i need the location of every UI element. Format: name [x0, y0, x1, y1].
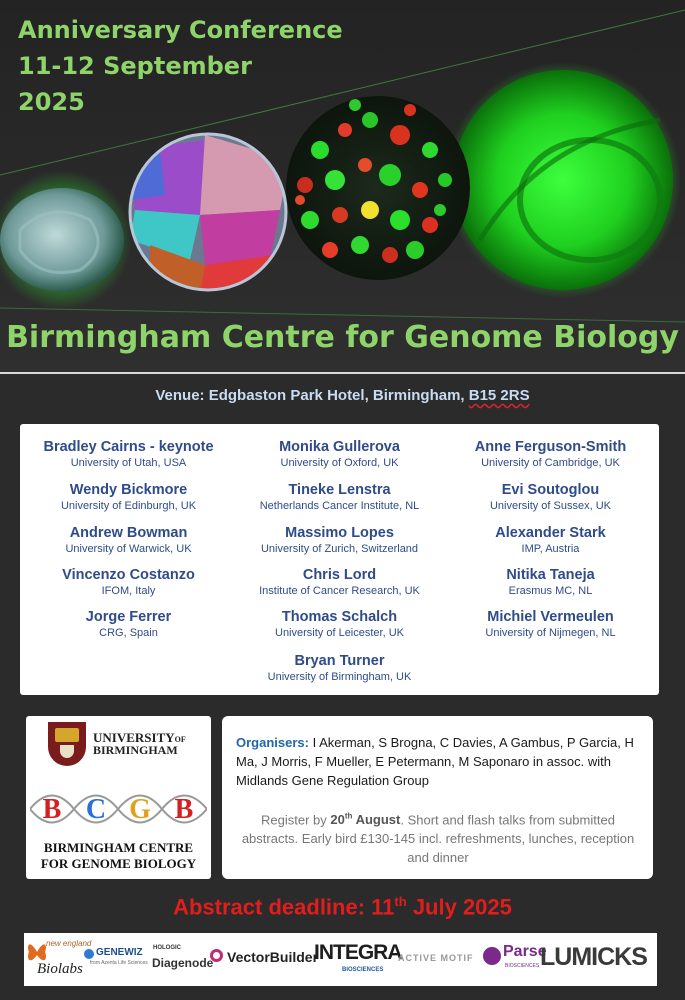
vectorbuilder-icon [210, 949, 223, 962]
speaker-affiliation: University of Nijmegen, NL [485, 627, 616, 639]
neb-logo: Biolabs [37, 961, 83, 977]
speaker-affiliation: University of Leicester, UK [275, 627, 404, 639]
speaker-entry [233, 609, 446, 640]
bcgb-logo [30, 782, 207, 836]
speaker-name: Nitika Taneja [506, 567, 595, 583]
deadline-suffix: th [394, 894, 407, 909]
deadline-date: July 2025 [406, 894, 512, 920]
parse-sub: BIOSCIENCES [505, 963, 540, 969]
speaker-entry [22, 525, 235, 556]
speaker-affiliation: University of Utah, USA [70, 457, 187, 469]
speaker-affiliation: CRG, Spain [99, 627, 158, 639]
speaker-entry [233, 567, 446, 598]
speaker-entry [233, 482, 446, 513]
speaker-name: Bradley Cairns - keynote [43, 439, 214, 455]
speaker-affiliation: University of Sussex, UK [489, 500, 612, 512]
bcgb-letter: B [174, 794, 194, 825]
speaker-entry [233, 439, 446, 470]
speaker-affiliation: University of Oxford, UK [280, 457, 399, 469]
speaker-entry [444, 609, 657, 640]
lumicks-logo: LUMICKS [540, 943, 647, 971]
speaker-affiliation: University of Warwick, UK [65, 543, 192, 555]
organisers [236, 733, 644, 790]
registration-details: . Short and flash talks from submitted abstracts. Early bird £130-145 incl. refreshments, lunches, reception and dinner [241, 812, 635, 866]
venue-text: Venue: Edgbaston Park Hotel, Birmingham, [155, 387, 469, 404]
university-name-line2: BIRMINGHAM [93, 743, 178, 757]
speaker-entry [444, 482, 657, 513]
centre-name: Birmingham Centre for Genome Biology [6, 320, 679, 355]
university-logo [48, 722, 198, 768]
speaker-affiliation: University of Zurich, Switzerland [260, 543, 419, 555]
speaker-name: Vincenzo Costanzo [62, 567, 195, 583]
speaker-name: Anne Ferguson-Smith [474, 439, 627, 455]
speaker-affiliation: Erasmus MC, NL [508, 585, 593, 597]
venue [0, 387, 685, 404]
speaker-name: Bryan Turner [294, 653, 385, 669]
speaker-name: Massimo Lopes [285, 525, 394, 541]
genewiz-sub: from Azenta Life Sciences [90, 960, 148, 966]
info-panel [222, 716, 653, 879]
bcgb-name-line: FOR GENOME BIOLOGY [40, 856, 197, 871]
vectorbuilder-logo: VectorBuilder [227, 949, 319, 965]
speaker-affiliation: University of Edinburgh, UK [60, 500, 197, 512]
speaker-affiliation: University of Birmingham, UK [267, 671, 412, 683]
registration-date [330, 812, 400, 827]
activemotif-logo: ACTIVE MOTIF [398, 953, 474, 963]
venue-postcode: B15 2RS [468, 387, 530, 404]
registration-text: Register by [261, 812, 331, 828]
logos-panel [26, 716, 211, 879]
speaker-affiliation: Institute of Cancer Research, UK [259, 585, 420, 597]
speaker-name: Michiel Vermeulen [487, 609, 614, 625]
speakers-panel [20, 424, 659, 695]
university-crest-icon [48, 722, 86, 766]
registration-day: 20 [330, 812, 345, 828]
speaker-affiliation: IMP, Austria [521, 543, 580, 555]
abstract-deadline [0, 894, 685, 920]
sponsors-strip [24, 933, 657, 986]
speaker-entry [444, 439, 657, 470]
integra-sub: BIOSCIENCES [342, 967, 384, 973]
title-line: Anniversary Conference [18, 16, 343, 44]
neb-top: new england [46, 939, 92, 948]
speaker-entry [22, 567, 235, 598]
bcgb-letter: G [129, 794, 151, 825]
diagenode-logo: Diagenode [152, 956, 214, 970]
speaker-name: Evi Soutoglou [501, 482, 600, 498]
integra-logo: INTEGRA [314, 941, 402, 964]
hologic-logo: HOLOGIC [153, 945, 181, 951]
deadline-text: Abstract deadline: 11 [173, 894, 395, 920]
speaker-name: Tineke Lenstra [288, 482, 391, 498]
nuclei-image [286, 96, 470, 280]
speaker-name: Andrew Bowman [69, 525, 188, 541]
registration-day-suffix: th [344, 812, 353, 821]
speaker-entry [22, 609, 235, 640]
speaker-name: Thomas Schalch [281, 609, 398, 625]
registration-month: August [352, 812, 401, 828]
speaker-name: Monika Gullerova [279, 439, 400, 455]
genewiz-dot-icon [84, 949, 94, 959]
speaker-entry [22, 482, 235, 513]
bcgb-letter: B [42, 794, 62, 825]
speaker-affiliation: Netherlands Cancer Institute, NL [259, 500, 420, 512]
speaker-entry [444, 525, 657, 556]
university-word: UNIVERSITY [93, 730, 175, 745]
bcgb-name [26, 840, 211, 872]
parse-logo: Parse [503, 943, 547, 960]
genewiz-logo: GENEWIZ [96, 947, 143, 958]
speaker-entry [22, 439, 235, 470]
title-line: 2025 [18, 88, 85, 116]
hero-banner [0, 0, 685, 372]
speaker-name: Chris Lord [302, 567, 377, 583]
divider [0, 372, 685, 374]
speaker-affiliation: IFOM, Italy [101, 585, 156, 597]
title-line: 11-12 September [18, 52, 252, 80]
speaker-entry [233, 653, 446, 684]
conference-title [18, 12, 343, 120]
organisers-text: I Akerman, S Brogna, C Davies, A Gambus, P Garcia, H Ma, J Morris, F Mueller, E Petermann, M Saponaro in assoc. with Midlands Gene Regulation Group [236, 735, 634, 788]
university-of: OF [174, 735, 186, 744]
speaker-affiliation: University of Cambridge, UK [481, 457, 620, 469]
speaker-entry [444, 567, 657, 598]
speaker-entry [233, 525, 446, 556]
bcgb-name-line: BIRMINGHAM CENTRE [43, 840, 194, 855]
speaker-name: Alexander Stark [495, 525, 606, 541]
organisers-label: Organisers: [236, 735, 309, 750]
bcgb-letter: C [85, 794, 107, 825]
registration-info [232, 807, 644, 867]
parse-icon [483, 947, 501, 965]
speaker-name: Wendy Bickmore [69, 482, 188, 498]
speaker-name: Jorge Ferrer [85, 609, 172, 625]
